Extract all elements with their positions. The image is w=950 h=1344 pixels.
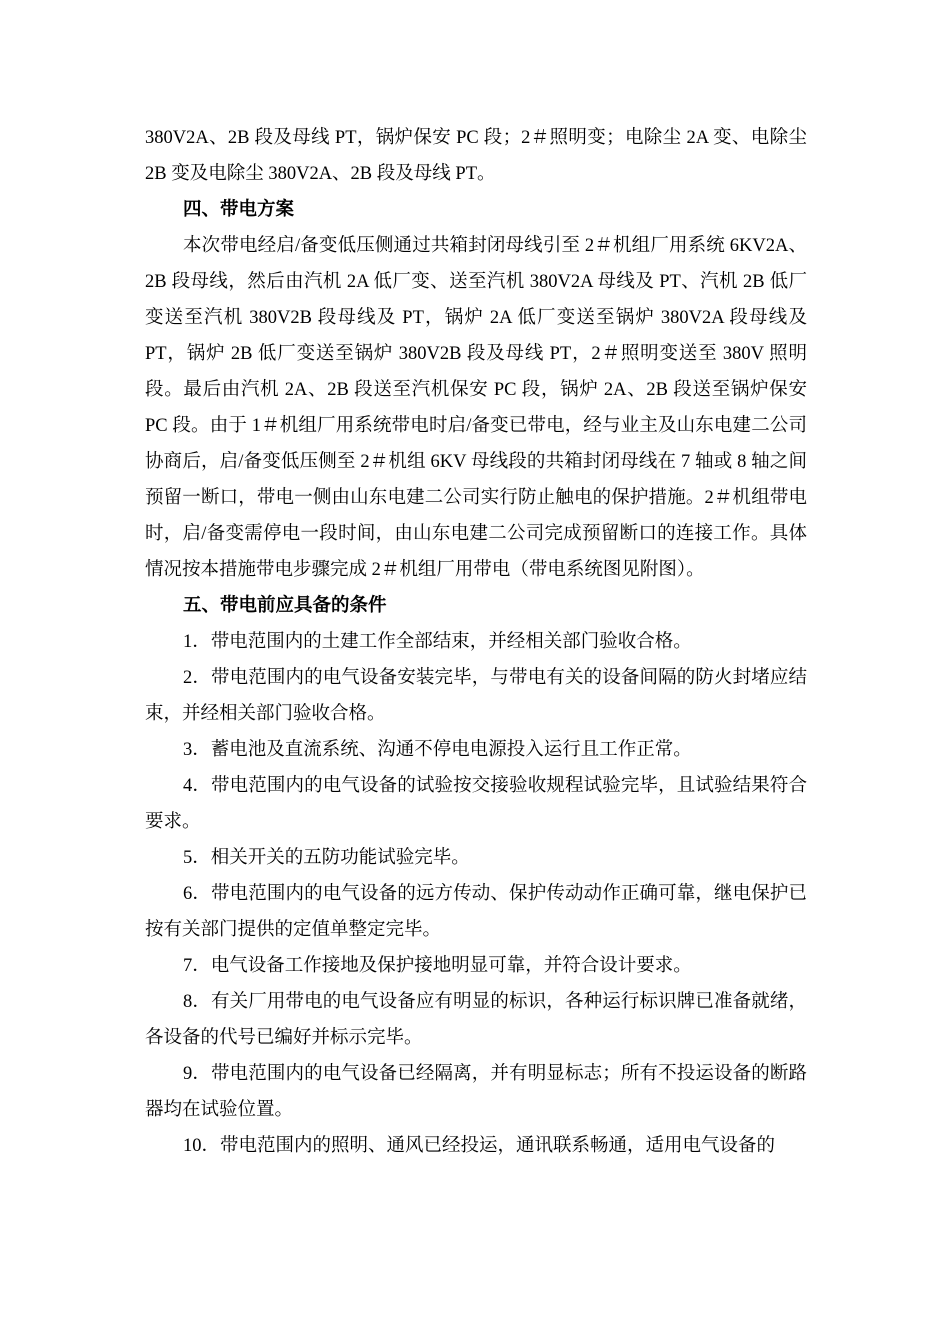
- condition-item-2: 2．带电范围内的电气设备安装完毕，与带电有关的设备间隔的防火封堵应结束，并经相关部门验收合格。: [145, 668, 807, 724]
- condition-item-10: 10．带电范围内的照明、通风已经投运，通讯联系畅通，适用电气设备的: [183, 1136, 776, 1156]
- document-page: [145, 120, 807, 1164]
- condition-item-7: 7．电气设备工作接地及保护接地明显可靠，并符合设计要求。: [183, 956, 692, 976]
- section-4-body: 本次带电经启/备变低压侧通过共箱封闭母线引至 2＃机组厂用系统 6KV2A、2B 段母线，然后由汽机 2A 低厂变、送至汽机 380V2A 母线及 PT、汽机 2B 低厂变送至汽机 380V2B 段母线及 PT，锅炉 2A 低厂变送至锅炉 380V2A 段母线及 PT，锅炉 2B 低厂变送至锅炉 380V2B 段及母线 PT，2＃照明变送至 380V 照明段。最后由汽机 2A、2B 段送至汽机保安 PC 段，锅炉 2A、2B 段送至锅炉保安 PC 段。由于 1＃机组厂用系统带电时启/备变已带电，经与业主及山东电建二公司协商后，启/备变低压侧至 2＃机组 6KV 母线段的共箱封闭母线在 7 轴或 8 轴之间预留一断口，带电一侧由山东电建二公司实行防止触电的保护措施。2＃机组带电时，启/备变需停电一段时间，由山东电建二公司完成预留断口的连接工作。具体情况按本措施带电步骤完成 2＃机组厂用带电（带电系统图见附图）。: [145, 236, 807, 580]
- lead-paragraph: 380V2A、2B 段及母线 PT，锅炉保安 PC 段；2＃照明变；电除尘 2A 变、电除尘 2B 变及电除尘 380V2A、2B 段及母线 PT。: [145, 128, 807, 184]
- condition-item-6: 6．带电范围内的电气设备的远方传动、保护传动动作正确可靠，继电保护已按有关部门提供的定值单整定完毕。: [145, 884, 807, 940]
- condition-item-5: 5．相关开关的五防功能试验完毕。: [183, 848, 470, 868]
- condition-item-9: 9．带电范围内的电气设备已经隔离，并有明显标志；所有不投运设备的断路器均在试验位置。: [145, 1064, 807, 1120]
- condition-item-8: 8．有关厂用带电的电气设备应有明显的标识，各种运行标识牌已准备就绪，各设备的代号已编好并标示完毕。: [145, 992, 807, 1048]
- condition-item-4: 4．带电范围内的电气设备的试验按交接验收规程试验完毕，且试验结果符合要求。: [145, 776, 807, 832]
- condition-item-1: 1．带电范围内的土建工作全部结束，并经相关部门验收合格。: [183, 632, 692, 652]
- condition-item-3: 3．蓄电池及直流系统、沟通不停电电源投入运行且工作正常。: [183, 740, 692, 760]
- section-4-heading: 四、带电方案: [183, 200, 295, 220]
- section-5-heading: 五、带电前应具备的条件: [183, 596, 387, 616]
